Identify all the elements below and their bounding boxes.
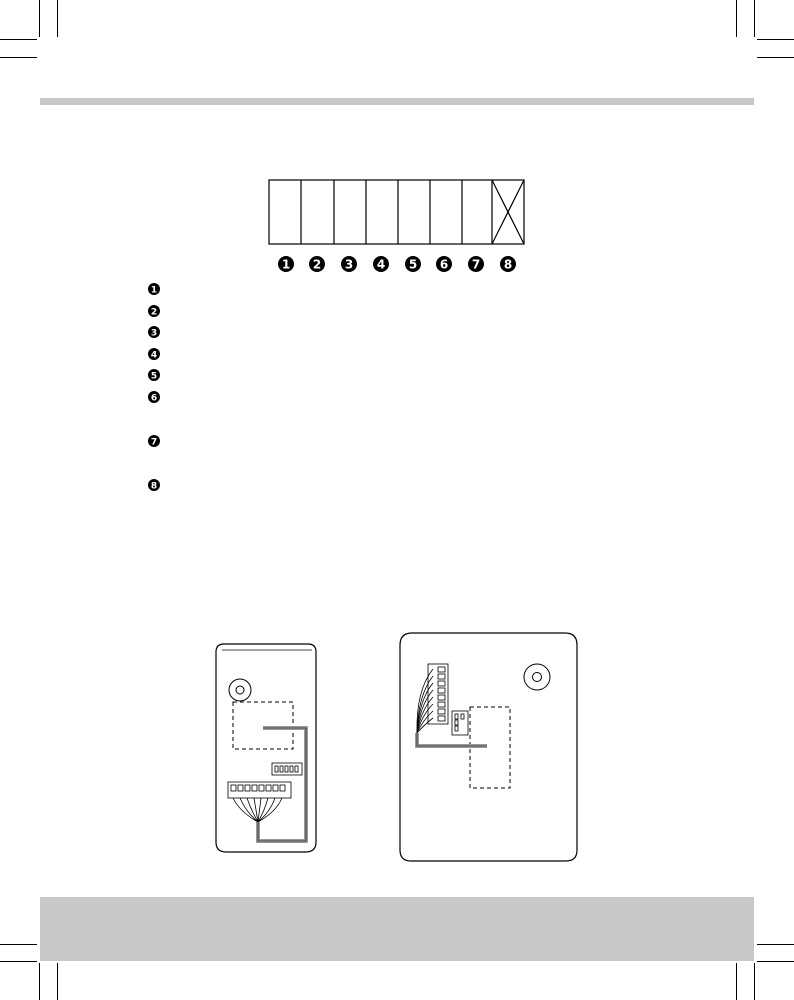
svg-text:3: 3 (150, 328, 158, 339)
legend-item-1 (148, 283, 160, 296)
terminal-number-3 (341, 256, 357, 272)
unit-a-lens-icon (229, 679, 251, 701)
svg-text:1: 1 (281, 257, 291, 272)
legend-item-2 (148, 305, 160, 318)
terminal-number-row (278, 256, 516, 272)
unit-a-dip-switch (272, 763, 302, 775)
legend-item-3 (148, 326, 160, 339)
unit-b-dip-switch (452, 711, 468, 735)
unit-a-housing (216, 644, 316, 852)
terminal-number-5 (405, 256, 421, 272)
svg-text:5: 5 (408, 257, 418, 272)
footer-bar (40, 897, 754, 961)
svg-text:6: 6 (150, 393, 158, 404)
unit-b-diagram (400, 633, 577, 861)
unit-b-terminal-strip (428, 664, 448, 724)
svg-text:7: 7 (150, 437, 158, 448)
unit-a-terminal-strip (228, 782, 291, 798)
svg-text:7: 7 (471, 257, 481, 272)
svg-text:2: 2 (150, 307, 158, 318)
terminal-number-6 (436, 256, 452, 272)
legend-list (148, 283, 160, 492)
svg-text:2: 2 (312, 257, 322, 272)
legend-item-8 (148, 479, 160, 492)
header-bar (40, 98, 754, 105)
terminal-number-1 (278, 256, 294, 272)
legend-item-4 (148, 348, 160, 361)
terminal-number-8 (500, 256, 516, 272)
svg-text:4: 4 (150, 350, 158, 361)
svg-text:5: 5 (150, 371, 158, 382)
terminal-number-4 (373, 256, 389, 272)
terminal-block (269, 180, 524, 244)
legend-item-6 (148, 391, 160, 404)
terminal-number-7 (468, 256, 484, 272)
legend-item-7 (148, 435, 160, 448)
svg-text:4: 4 (376, 257, 386, 272)
svg-text:6: 6 (439, 257, 449, 272)
svg-text:1: 1 (150, 285, 158, 296)
terminal-number-2 (309, 256, 325, 272)
legend-item-5 (148, 369, 160, 382)
unit-b-lens-icon (524, 664, 550, 690)
svg-text:8: 8 (150, 481, 158, 492)
unit-a-diagram (216, 644, 316, 852)
svg-text:8: 8 (503, 257, 513, 272)
svg-text:3: 3 (344, 257, 354, 272)
